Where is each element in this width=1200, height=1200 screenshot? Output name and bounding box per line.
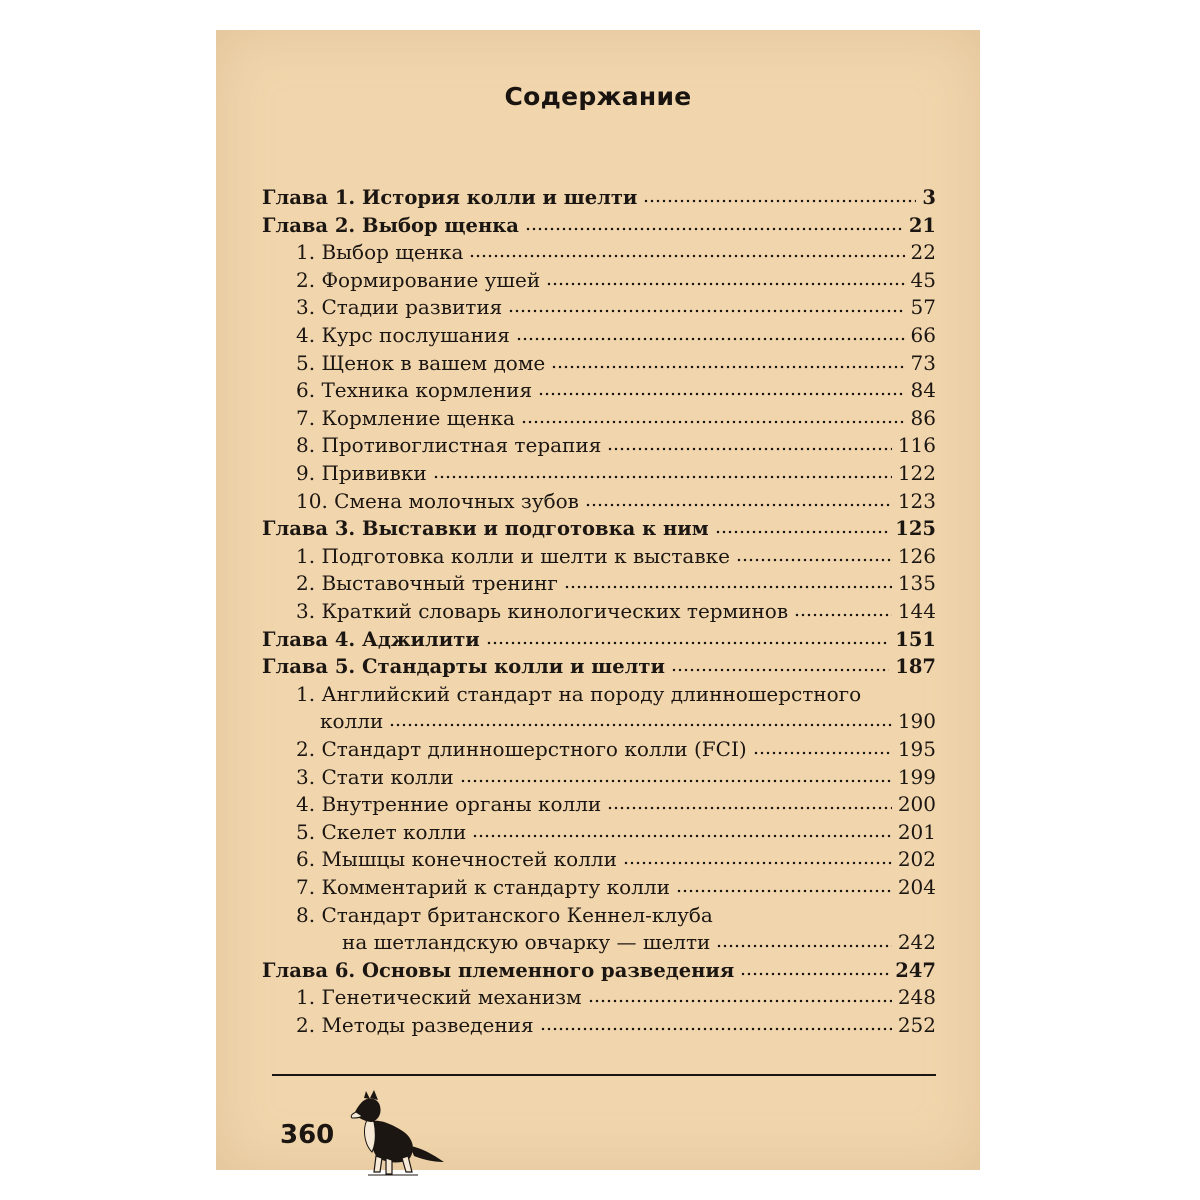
- toc-section-entry: [216, 239, 980, 266]
- toc-dot-leader: [433, 474, 892, 480]
- toc-section-entry: [216, 432, 980, 459]
- toc-entry-title: 1. Подготовка колли и шелти к выставке: [296, 543, 730, 568]
- toc-entry-title: 2. Формирование ушей: [296, 267, 541, 292]
- toc-page-number: 116: [897, 433, 936, 458]
- footer-divider: [272, 1074, 936, 1076]
- toc-entry-title: 6. Техника кормления: [296, 378, 533, 403]
- toc-entry-title: Глава 2. Выбор щенка: [262, 213, 519, 237]
- toc-entry-title: 3. Стадии развития: [296, 295, 503, 320]
- toc-page-number: 3: [922, 186, 936, 209]
- toc-page-number: 86: [910, 405, 936, 430]
- toc-dot-leader: [736, 557, 892, 563]
- toc-chapter-entry: [216, 653, 980, 680]
- toc-section-entry: [216, 267, 980, 294]
- toc-dot-leader: [538, 391, 904, 397]
- toc-dot-leader: [623, 860, 892, 866]
- toc-page-number: 204: [897, 875, 936, 899]
- toc-page-number: 200: [897, 792, 936, 817]
- toc-dot-leader: [715, 529, 890, 535]
- toc-section-entry: [216, 736, 980, 763]
- toc-dot-leader: [546, 281, 904, 287]
- toc-entry-title: 9. Прививки: [296, 461, 427, 485]
- toc-dot-leader: [671, 667, 889, 673]
- toc-page-number: 123: [897, 488, 936, 513]
- toc-entry-title: Глава 4. Аджилити: [262, 627, 480, 651]
- toc-dot-leader: [564, 584, 892, 590]
- toc-page-number: 195: [897, 737, 936, 761]
- toc-section-entry: [216, 322, 980, 349]
- toc-section-entry: [216, 1012, 980, 1039]
- toc-page-number: 247: [895, 958, 936, 982]
- toc-dot-leader: [469, 253, 904, 259]
- toc-section-entry: [216, 846, 980, 873]
- toc-entry-title: 3. Стати колли: [296, 764, 454, 789]
- toc-section-entry: [216, 929, 980, 956]
- toc-page-number: 84: [910, 378, 936, 403]
- toc-chapter-entry: [216, 626, 980, 653]
- toc-section-entry: [216, 377, 980, 404]
- toc-entry-title: на шетландскую овчарку — шелти: [342, 930, 711, 955]
- page-number: 360: [280, 1120, 335, 1150]
- toc-entry-title: колли: [320, 709, 384, 734]
- toc-entry-title: 1. Выбор щенка: [296, 240, 464, 265]
- toc-dot-leader: [540, 1026, 892, 1032]
- toc-entry-title: 2. Методы разведения: [296, 1013, 534, 1037]
- toc-dot-leader: [716, 943, 891, 949]
- toc-chapter-entry: [216, 957, 980, 984]
- toc-section-entry: [216, 294, 980, 321]
- toc-page-number: 248: [897, 985, 936, 1010]
- toc-page-number: 126: [897, 543, 936, 568]
- toc-section-entry: [216, 488, 980, 515]
- toc-dot-leader: [676, 888, 892, 894]
- toc-chapter-entry: [216, 184, 980, 211]
- toc-section-entry: [216, 902, 980, 929]
- toc-dot-leader: [551, 364, 904, 370]
- collie-dog-icon: [348, 1088, 448, 1178]
- toc-entry-title: 1. Генетический механизм: [296, 985, 582, 1010]
- toc-section-entry: [216, 460, 980, 487]
- toc-section-entry: [216, 570, 980, 597]
- toc-entry-title: Глава 1. История колли и шелти: [262, 186, 638, 209]
- toc-page-number: 187: [895, 655, 936, 679]
- toc-entry-title: 5. Скелет колли: [296, 819, 467, 844]
- toc-page-number: 22: [910, 240, 936, 265]
- toc-entry-title: Глава 6. Основы племенного разведения: [262, 958, 735, 982]
- toc-dot-leader: [472, 833, 891, 839]
- toc-section-entry: [216, 598, 980, 625]
- toc-page-number: 202: [897, 847, 936, 872]
- toc-dot-leader: [460, 778, 892, 784]
- toc-section-entry: [216, 405, 980, 432]
- toc-section-entry: [216, 874, 980, 901]
- toc-entry-title: Глава 5. Стандарты колли и шелти: [262, 655, 665, 679]
- toc-dot-leader: [643, 198, 916, 204]
- toc-page-number: 122: [897, 461, 936, 485]
- toc-dot-leader: [508, 308, 904, 314]
- toc-entry-title: 6. Мышцы конечностей колли: [296, 847, 617, 872]
- toc-dot-leader: [588, 998, 892, 1004]
- toc-entry-title: 5. Щенок в вашем доме: [296, 350, 546, 375]
- toc-page-number: 190: [897, 709, 936, 734]
- toc-entry-title: 2. Стандарт длинношерстного колли (FCI): [296, 737, 747, 761]
- toc-dot-leader: [516, 336, 905, 342]
- toc-dot-leader: [525, 226, 903, 232]
- toc-dot-leader: [389, 722, 892, 728]
- toc-page-number: 57: [910, 295, 936, 320]
- toc-section-entry: [216, 681, 980, 708]
- toc-page-number: 242: [897, 930, 936, 955]
- toc-entry-title: 7. Кормление щенка: [296, 405, 515, 430]
- toc-section-entry: [216, 543, 980, 570]
- toc-entry-title: Глава 3. Выставки и подготовка к ним: [262, 517, 709, 541]
- toc-dot-leader: [607, 805, 892, 811]
- toc-dot-leader: [607, 446, 891, 452]
- toc-entry-title: 8. Противоглистная терапия: [296, 433, 602, 458]
- toc-page-number: 151: [895, 627, 936, 651]
- toc-dot-leader: [740, 971, 889, 977]
- toc-section-entry: [216, 764, 980, 791]
- toc-page-number: 21: [908, 213, 936, 237]
- toc-page-number: 252: [897, 1013, 936, 1037]
- toc-entry-title: 1. Английский стандарт на породу длинношерстного: [296, 681, 862, 706]
- toc-page-number: 144: [897, 599, 936, 623]
- toc-dot-leader: [794, 612, 892, 618]
- toc-entry-title: 2. Выставочный тренинг: [296, 571, 558, 596]
- toc-dot-leader: [753, 750, 892, 756]
- toc-section-entry: [216, 819, 980, 846]
- toc-entry-title: 4. Внутренние органы колли: [296, 792, 602, 817]
- toc-page-number: 45: [910, 267, 936, 292]
- page-title: Содержание: [504, 82, 692, 111]
- toc-entry-title: 10. Смена молочных зубов: [296, 488, 579, 513]
- toc-entry-title: 4. Курс послушания: [296, 323, 510, 347]
- toc-dot-leader: [486, 640, 890, 646]
- toc-entry-title: 7. Комментарий к стандарту колли: [296, 875, 670, 899]
- toc-page-number: 125: [895, 517, 936, 541]
- toc-page-number: 66: [910, 323, 936, 347]
- toc-section-entry: [216, 708, 980, 735]
- toc-section-entry: [216, 984, 980, 1011]
- toc-dot-leader: [521, 419, 905, 425]
- toc-page-number: 201: [897, 819, 936, 844]
- toc-section-entry: [216, 791, 980, 818]
- toc-page-number: 135: [897, 571, 936, 596]
- toc-page-number: 73: [910, 350, 936, 375]
- toc-section-entry: [216, 350, 980, 377]
- toc-page-number: 199: [897, 764, 936, 789]
- toc-chapter-entry: [216, 515, 980, 542]
- toc-entry-title: 8. Стандарт британского Кеннел-клуба: [296, 902, 713, 927]
- toc-dot-leader: [585, 502, 892, 508]
- toc-chapter-entry: [216, 212, 980, 239]
- book-page: [216, 30, 980, 1170]
- toc-entry-title: 3. Краткий словарь кинологических терминов: [296, 599, 789, 623]
